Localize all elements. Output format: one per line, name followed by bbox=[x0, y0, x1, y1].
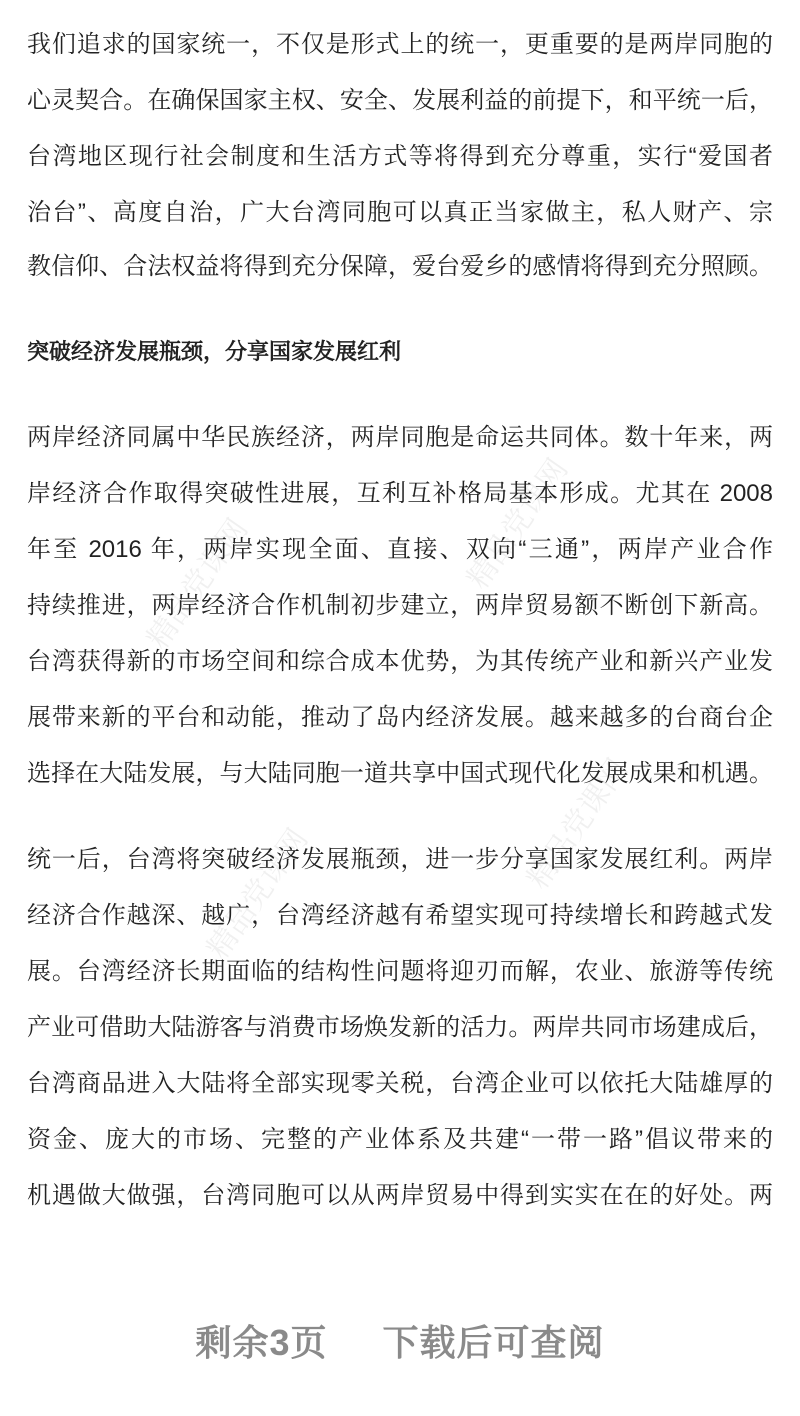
text-line: 产业可借助大陆游客与消费市场焕发新的活力。两岸共同市场建成后， bbox=[27, 1014, 773, 1041]
watermark: 精品党课网 bbox=[521, 753, 635, 895]
text-line: 台湾获得新的市场空间和综合成本优势，为其传统产业和新兴产业发 bbox=[27, 648, 773, 675]
text-line: 我们追求的国家统一，不仅是形式上的统一，更重要的是两岸同胞的 bbox=[27, 31, 773, 58]
text-line: 选择在大陆发展，与大陆同胞一道共享中国式现代化发展成果和机遇。 bbox=[27, 760, 773, 787]
section-heading: 突破经济发展瓶颈，分享国家发展红利 bbox=[27, 339, 402, 364]
download-prompt[interactable] bbox=[0, 1315, 800, 1366]
text-line: 机遇做大做强，台湾同胞可以从两岸贸易中得到实实在在的好处。两 bbox=[27, 1182, 773, 1209]
remaining-pages-label: 剩余3页 bbox=[195, 1322, 328, 1363]
text-line: 台湾地区现行社会制度和生活方式等将得到充分尊重，实行“爱国者 bbox=[27, 143, 773, 170]
watermark: 精品党课网 bbox=[141, 513, 255, 655]
text-line: 持续推进，两岸经济合作机制初步建立，两岸贸易额不断创下新高。 bbox=[27, 592, 773, 619]
text-line: 台湾商品进入大陆将全部实现零关税，台湾企业可以依托大陆雄厚的 bbox=[27, 1070, 773, 1097]
text-line: 年至 2016 年，两岸实现全面、直接、双向“三通”，两岸产业合作 bbox=[27, 536, 773, 563]
text-line: 治台”、高度自治，广大台湾同胞可以真正当家做主，私人财产、宗 bbox=[27, 199, 773, 226]
text-line: 统一后，台湾将突破经济发展瓶颈，进一步分享国家发展红利。两岸 bbox=[27, 846, 773, 873]
text-line: 教信仰、合法权益将得到充分保障，爱台爱乡的感情将得到充分照顾。 bbox=[27, 253, 773, 280]
text-line: 岸经济合作取得突破性进展，互利互补格局基本形成。尤其在 2008 bbox=[27, 480, 773, 507]
text-line: 展。台湾经济长期面临的结构性问题将迎刃而解，农业、旅游等传统 bbox=[27, 958, 773, 985]
text-line: 心灵契合。在确保国家主权、安全、发展利益的前提下，和平统一后， bbox=[27, 87, 773, 114]
text-line: 经济合作越深、越广，台湾经济越有希望实现可持续增长和跨越式发 bbox=[27, 902, 773, 929]
text-line: 两岸经济同属中华民族经济，两岸同胞是命运共同体。数十年来，两 bbox=[27, 424, 773, 451]
watermark: 精品党课网 bbox=[461, 453, 575, 595]
download-label[interactable]: 下载后可查阅 bbox=[382, 1322, 605, 1363]
text-line: 资金、庞大的市场、完整的产业体系及共建“一带一路”倡议带来的 bbox=[27, 1126, 773, 1153]
text-line: 展带来新的平台和动能，推动了岛内经济发展。越来越多的台商台企 bbox=[27, 704, 773, 731]
watermark: 精品党课网 bbox=[201, 823, 315, 965]
